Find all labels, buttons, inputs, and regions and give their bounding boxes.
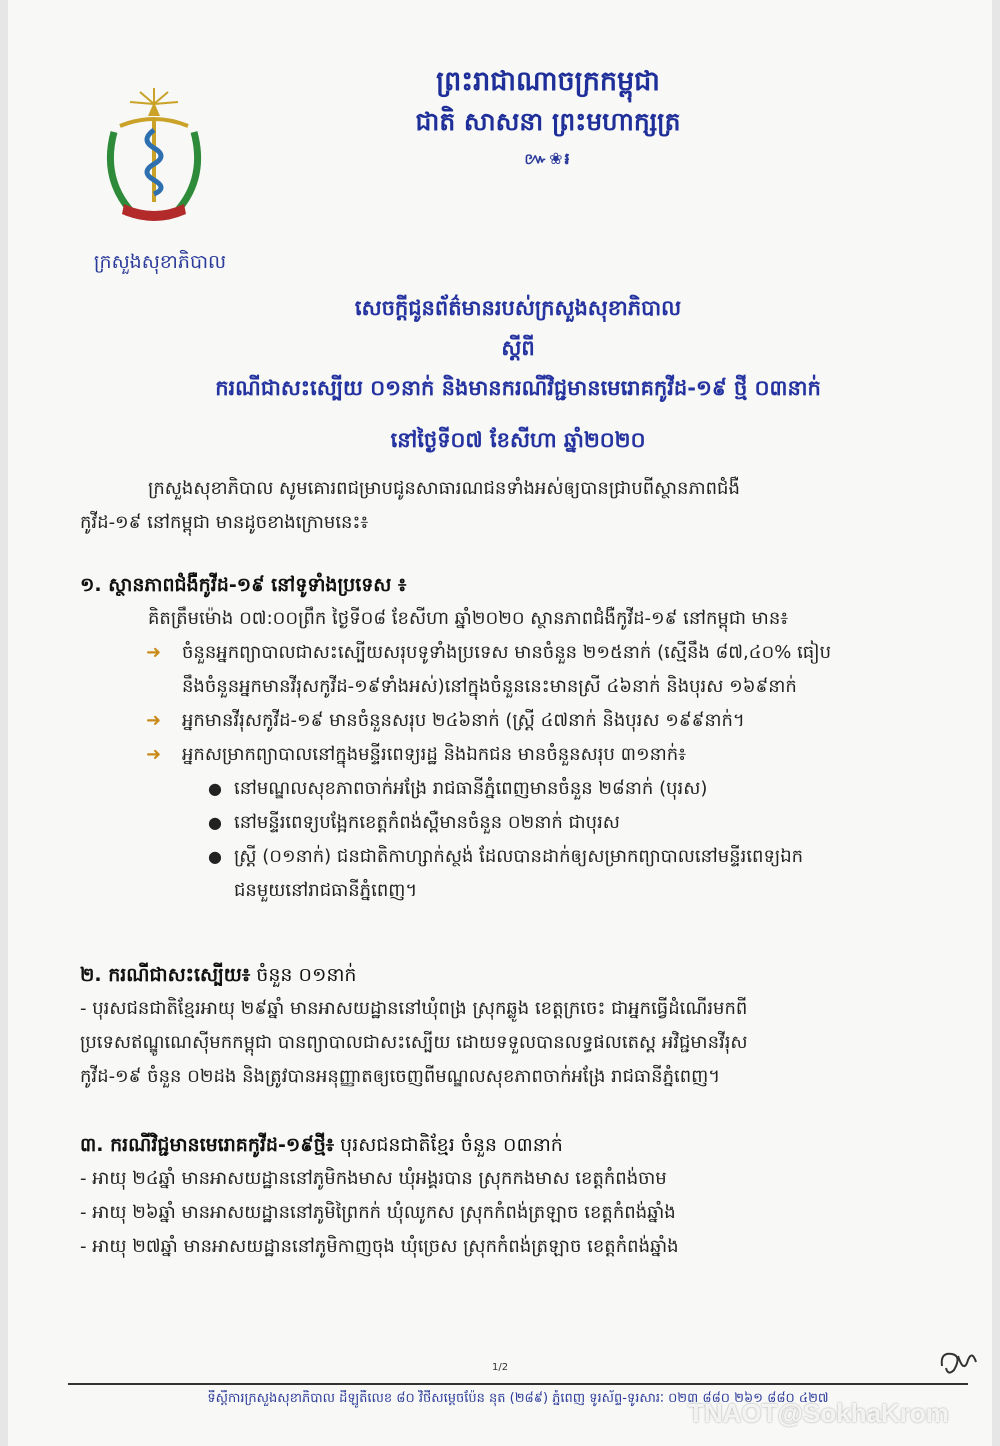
dot-bullet-icon: ● — [208, 813, 222, 832]
section-2-line-3: កូវីដ-១៩ ចំនួន ០២ដង និងត្រូវបានអនុញ្ញាតឲ្យចេញពីមណ្ឌលសុខភាពចាក់អង្រែ រាជធានីភ្នំពេញ។ — [80, 1066, 721, 1087]
page-number: 1/2 — [492, 1362, 509, 1373]
section-2-heading-count: ចំនួន ០១នាក់ — [250, 964, 357, 986]
section-3 — [80, 1128, 970, 1264]
section-2 — [80, 958, 970, 1094]
bullet-1-line-1: ចំនួនអ្នកព្យាបាលជាសះស្បើយសរុបទូទាំងប្រទេស មានចំនួន ២១៥នាក់ (ស្មើនឹង ៨៧,៤០% ធៀប — [182, 642, 831, 663]
section-1-lead: គិតត្រឹមម៉ោង ០៧:០០ព្រឹក ថ្ងៃទី០៨ ខែសីហា ឆ្នាំ២០២០ ស្ថានភាពជំងឺកូវីដ-១៩ នៅកម្ពុជា មាន៖ — [148, 608, 789, 629]
intro-line-2: កូវីដ-១៩ នៅកម្ពុជា មានដូចខាងក្រោមនេះ៖ — [80, 512, 369, 533]
footer-address: ទីស្តីការក្រសួងសុខាភិបាល ដីឡូតិ៍លេខ ៨០ វិថីសម្តេចប៉ែន នុត (២៨៩) ភ្នំពេញ ទូរស័ព្ទ-ទូរសារៈ ០២៣ ៨៨០ ២៦១ ៨៨០ ៤២៧ — [207, 1391, 829, 1406]
document-date: នៅថ្ងៃទី០៧ ខែសីហា ឆ្នាំ២០២០ — [390, 428, 646, 452]
bullet-1-line-2: នឹងចំនួនអ្នកមានវីរុសកូវីដ-១៩ទាំងអស់)នៅក្នុងចំនួននេះមានស្រី ៤៦នាក់ និងបុរស ១៦៩នាក់ — [182, 676, 797, 697]
section-1-heading: ១. ស្ថានភាពជំងឺកូវីដ-១៩ នៅទូទាំងប្រទេស ៖ — [80, 574, 407, 596]
dot-bullet-icon: ● — [208, 847, 222, 866]
kingdom-header — [308, 62, 788, 172]
title-line-3: ករណីជាសះស្បើយ ០១នាក់ និងមានករណីវិជ្ជមានមេរោគកូវីដ-១៩ ថ្មី ០៣នាក់ — [215, 376, 821, 400]
section-2-heading — [80, 958, 970, 992]
list-item — [80, 636, 970, 704]
sub-bullet-3-line-2: ជនមួយនៅរាជធានីភ្នំពេញ។ — [234, 880, 418, 901]
section-3-line-1: - អាយុ ២៤ឆ្នាំ មានអាសយដ្ឋាននៅភូមិកងមាស ឃុំអង្គរបាន ស្រុកកងមាស ខេត្តកំពង់ចាម — [80, 1168, 667, 1189]
ornament: ៚❀៛ — [524, 149, 572, 168]
section-3-line-3: - អាយុ ២៧ឆ្នាំ មានអាសយដ្ឋាននៅភូមិកាញចុង ឃុំច្រេស ស្រុកកំពង់ត្រឡាច ខេត្តកំពង់ឆ្នាំង — [80, 1236, 679, 1257]
list-item — [80, 704, 970, 738]
document-title — [88, 288, 948, 460]
dot-bullet-icon: ● — [208, 779, 222, 798]
sub-bullet-2: នៅមន្ទីរពេទ្យបង្អែកខេត្តកំពង់ស្ពឺមានចំនួន ០២នាក់ ជាបុរស — [234, 812, 620, 833]
section-3-heading-count: បុរសជនជាតិខ្មែរ ចំនួន ០៣នាក់ — [334, 1134, 563, 1156]
arrow-bullet-icon: ➜ — [146, 744, 162, 765]
intro-line-1: ក្រសួងសុខាភិបាល សូមគោរពជម្រាបជូនសាធារណជនទាំងអស់ឲ្យបានជ្រាបពីស្ថានភាពជំងឺ — [148, 478, 740, 499]
section-2-line-1: - បុរសជនជាតិខ្មែរអាយុ ២៩ឆ្នាំ មានអាសយដ្ឋាននៅឃុំពង្រ ស្រុកឆ្លូង ខេត្តក្រចេះ ជាអ្នកធ្វើដំណើរមកពី — [80, 998, 748, 1019]
list-item — [80, 772, 970, 806]
list-item — [80, 806, 970, 840]
section-3-heading — [80, 1128, 970, 1162]
list-item — [80, 840, 970, 908]
arrow-bullet-icon: ➜ — [146, 710, 162, 731]
section-2-heading-label: ២. ករណីជាសះស្បើយ៖ — [80, 964, 251, 986]
title-line-2: ស្តីពី — [501, 336, 535, 360]
section-1 — [80, 568, 970, 908]
intro-paragraph — [80, 472, 970, 540]
title-line-1: សេចក្តីជូនព័ត៌មានរបស់ក្រសួងសុខាភិបាល — [354, 296, 682, 320]
footer-divider — [68, 1383, 968, 1385]
arrow-bullet-icon: ➜ — [146, 642, 162, 663]
bullet-3: អ្នកសម្រាកព្យាបាលនៅក្នុងមន្ទីរពេទ្យរដ្ឋ និងឯកជន មានចំនួនសរុប ៣១នាក់៖ — [182, 744, 687, 765]
list-item — [80, 738, 970, 772]
bullet-2: អ្នកមានវីរុសកូវីដ-១៩ មានចំនួនសរុប ២៤៦នាក់ (ស្ត្រី ៤៧នាក់ និងបុរស ១៩៩នាក់។ — [182, 710, 745, 731]
ministry-label: ក្រសួងសុខាភិបាល — [93, 251, 227, 273]
section-3-heading-label: ៣. ករណីវិជ្ជមានមេរោគកូវីដ-១៩ថ្មី៖ — [80, 1134, 335, 1156]
kingdom-line: ព្រះរាជាណាចក្រកម្ពុជា — [436, 66, 660, 97]
section-2-line-2: ប្រទេសឥណ្ឌូណេស៊ីមកកម្ពុជា បានព្យាបាលជាសះស្បើយ ដោយទទួលបានលទ្ធផលតេស្ត អវិជ្ជមានវីរុស — [80, 1032, 748, 1053]
document-page — [8, 0, 992, 1446]
ministry-emblem-logo — [90, 82, 218, 232]
sub-bullet-1: នៅមណ្ឌលសុខភាពចាក់អង្រែ រាជធានីភ្នំពេញមានចំនួន ២៨នាក់ (បុរស) — [234, 778, 708, 799]
watermark: TNAOT@SokhaKrom — [688, 1398, 949, 1428]
motto-line: ជាតិ សាសនា ព្រះមហាក្សត្រ — [415, 107, 681, 136]
initials-signature — [936, 1346, 984, 1380]
section-3-line-2: - អាយុ ២៦ឆ្នាំ មានអាសយដ្ឋាននៅភូមិព្រៃកក់ ឃុំឈូកស ស្រុកកំពង់ត្រឡាច ខេត្តកំពង់ឆ្នាំង — [80, 1202, 676, 1223]
sub-bullet-3-line-1: ស្ត្រី (០១នាក់) ជនជាតិកាហ្សាក់ស្ថង់ ដែលបានដាក់ឲ្យសម្រាកព្យាបាលនៅមន្ទីរពេទ្យឯក — [234, 846, 804, 867]
